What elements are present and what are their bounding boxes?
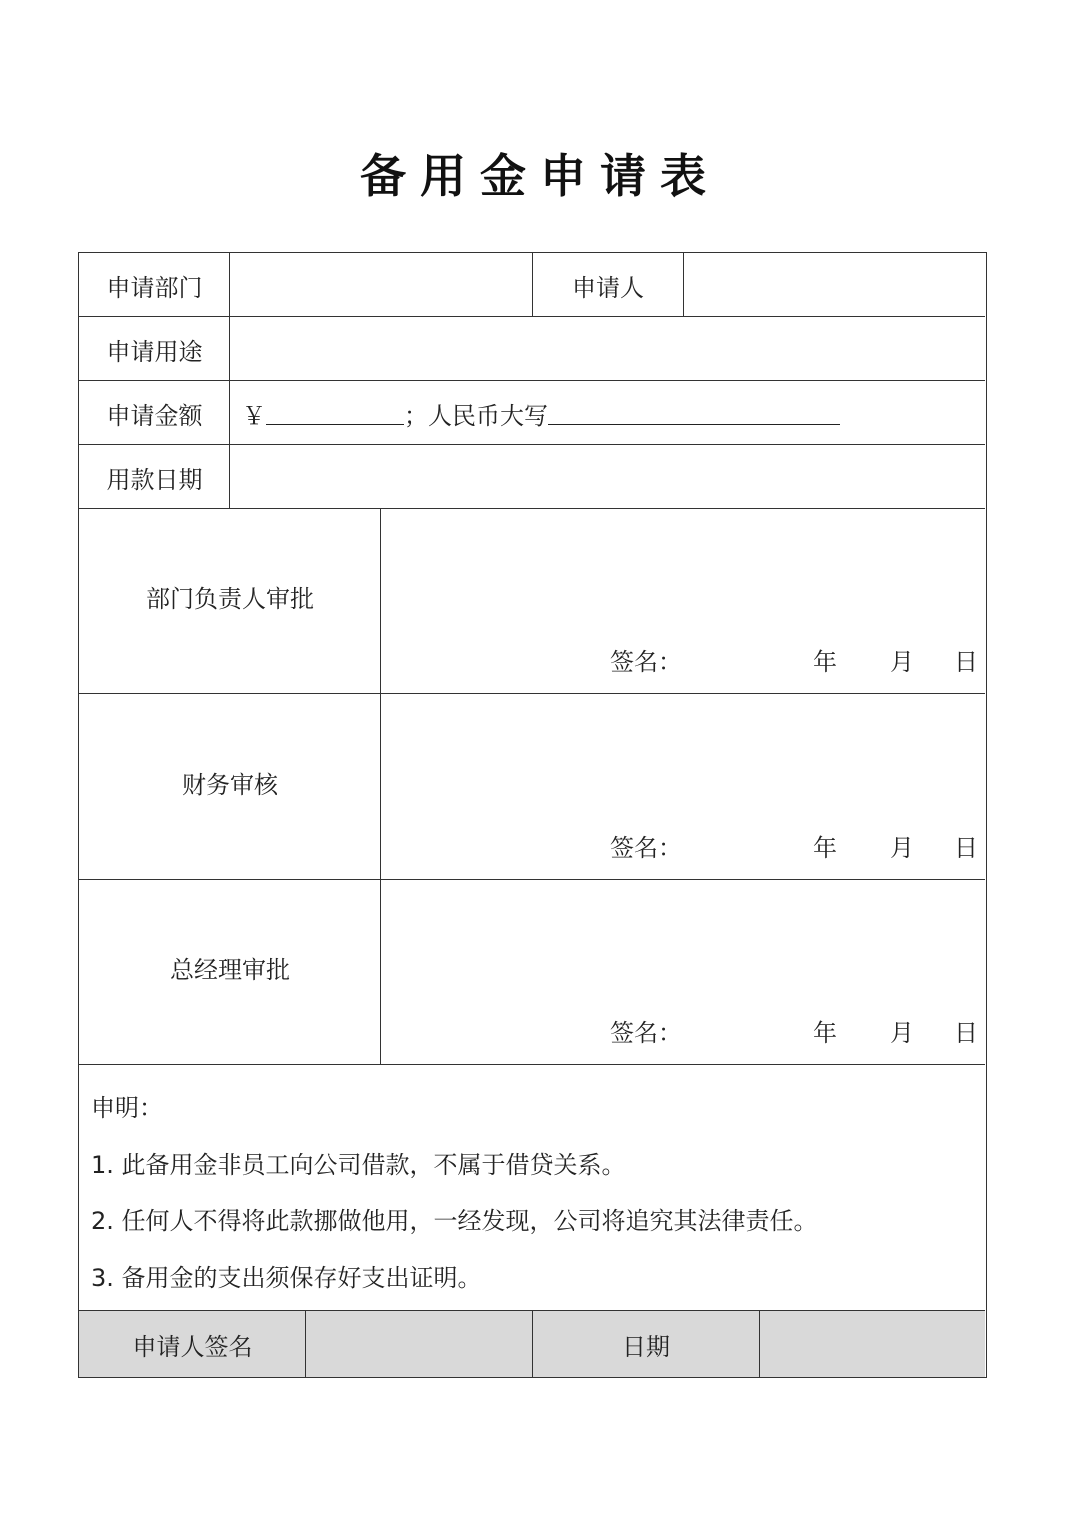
day-label: 日	[954, 1019, 978, 1047]
purpose-label: 申请用途	[106, 337, 203, 366]
signature-label: 签名：	[610, 834, 682, 862]
footer-date-input[interactable]	[760, 1311, 985, 1377]
finance-review-label: 财务审核	[182, 770, 278, 799]
application-form	[78, 252, 987, 1378]
dept-head-approval-label: 部门负责人审批	[146, 585, 314, 613]
year-label: 年	[813, 648, 837, 676]
day-label: 日	[954, 648, 978, 676]
month-label: 月	[890, 834, 914, 862]
month-label: 月	[890, 1019, 914, 1047]
amount-label: 申请金额	[106, 401, 203, 430]
date-input[interactable]	[230, 445, 985, 509]
amount-number-blank[interactable]	[266, 402, 404, 425]
declaration-item: 3. 备用金的支出须保存好支出证明。	[91, 1264, 482, 1292]
signature-label: 签名：	[610, 1019, 682, 1047]
signature-label: 签名：	[610, 648, 682, 676]
year-label: 年	[813, 834, 837, 862]
purpose-input[interactable]	[230, 317, 985, 381]
applicant-signature-input[interactable]	[306, 1311, 532, 1377]
amount-field[interactable]	[230, 381, 985, 445]
applicant-input[interactable]	[684, 253, 985, 317]
department-input[interactable]	[230, 253, 532, 317]
month-label: 月	[890, 648, 914, 676]
date-label: 用款日期	[106, 465, 203, 494]
year-label: 年	[813, 1019, 837, 1047]
declaration-heading: 申明：	[91, 1094, 163, 1122]
amount-capital-blank[interactable]	[548, 402, 840, 425]
applicant-signature-label: 申请人签名	[132, 1332, 253, 1361]
department-label: 申请部门	[106, 273, 203, 302]
form-title: 备用金申请表	[360, 149, 720, 203]
amount-capital-label: ；人民币大写	[404, 401, 548, 430]
gm-approval-label: 总经理审批	[170, 956, 290, 984]
applicant-label: 申请人	[572, 273, 644, 302]
footer-date-label: 日期	[622, 1332, 670, 1361]
day-label: 日	[954, 834, 978, 862]
currency-symbol: ￥	[242, 401, 266, 430]
declaration-item: 2. 任何人不得将此款挪做他用，一经发现，公司将追究其法律责任。	[91, 1207, 818, 1235]
declaration-item: 1. 此备用金非员工向公司借款，不属于借贷关系。	[91, 1151, 626, 1179]
